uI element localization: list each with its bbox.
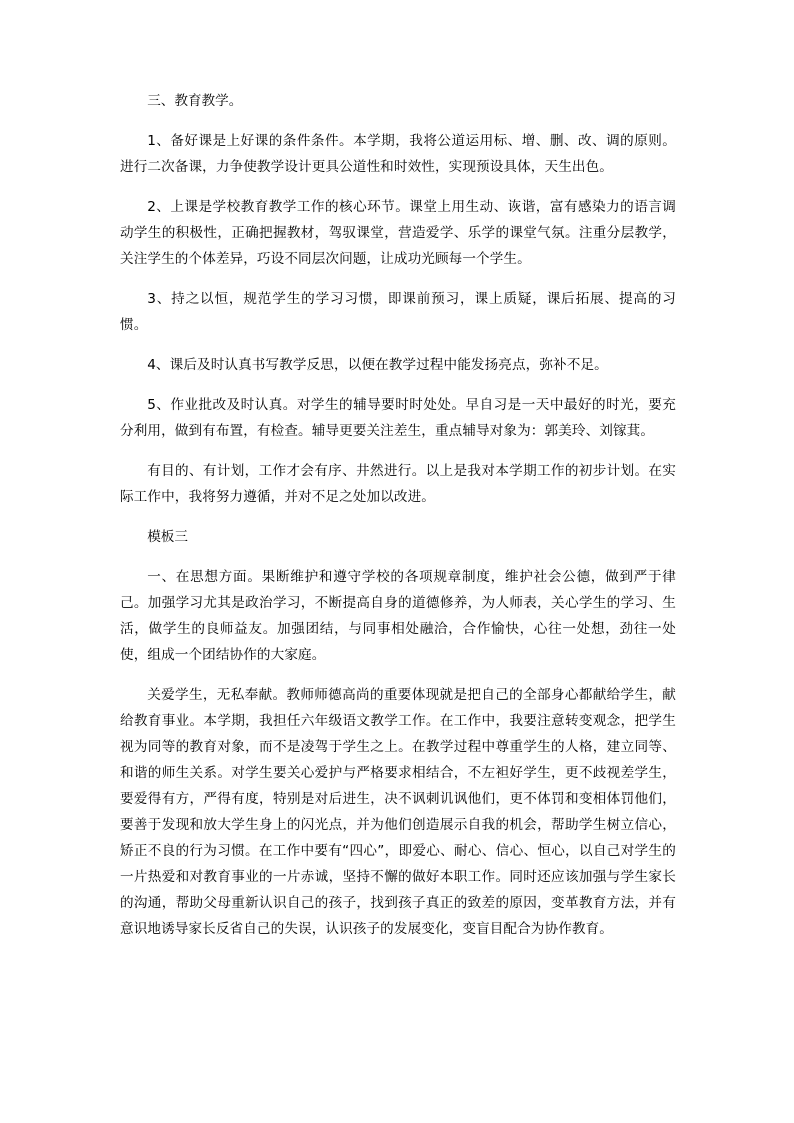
paragraph-class-teaching: 2、上课是学校教育教学工作的核心环节。课堂上用生动、诙谐，富有感染力的语言调动学生的积极性，正确把握教材，驾驭课堂，营造爱学、乐学的课堂气氛。注重分层教学，关注学生的个体差异，巧设不同层次问题，让成功光顾每一个学生。	[120, 199, 676, 267]
paragraph-care-students: 关爱学生，无私奉献。教师师德高尚的重要体现就是把自己的全部身心都献给学生，献给教育事业。本学期，我担任六年级语文教学工作。在工作中，我要注意转变观念，把学生视为同等的教育对象，而不是凌驾于学生之上。在教学过程中尊重学生的人格，建立同等、和谐的师生关系。对学生要关心爱护与严格要求相结合，不左袒好学生，更不歧视差学生，要爱得有方，严得有度，特别是对后进生，决不讽刺讥讽他们，更不体罚和变相体罚他们，要善于发现和放大学生身上的闪光点，并为他们创造展示自我的机会，帮助学生树立信心，矫正不良的行为习惯。在工作中要有“四心”，即爱心、耐心、信心、恒心，以自己对学生的一片热爱和对教育事业的一片赤诚，坚持不懈的做好本职工作。同时还应该加强与学生家长的沟通，帮助父母重新认识自己的孩子，找到孩子真正的致差的原因，变革教育方法，并有意识地诱导家长反省自己的失误，认识孩子的发展变化，变盲目配合为协作教育。	[120, 687, 676, 937]
paragraph-reflection: 4、课后及时认真书写教学反思，以便在教学过程中能发扬亮点，弥补不足。	[147, 357, 608, 373]
section-heading: 三、教育教学。	[147, 93, 243, 109]
paragraph-prep-lessons: 1、备好课是上好课的条件条件。本学期，我将公道运用标、增、删、改、调的原则。进行二次备课，力争使教学设计更具公道性和时效性，实现预设具体，天生出色。	[120, 133, 676, 175]
document-page	[120, 88, 676, 956]
template-heading: 模板三	[147, 529, 188, 545]
paragraph-homework: 5、作业批改及时认真。对学生的辅导要时时处处。早自习是一天中最好的时光，要充分利用，做到有布置，有检查。辅导更要关注差生，重点辅导对象为：郭美玲、刘镓萁。	[120, 397, 676, 439]
paragraph-study-habits: 3、持之以恒，规范学生的学习习惯，即课前预习，课上质疑，课后拓展、提高的习惯。	[120, 291, 676, 333]
paragraph-ideology: 一、在思想方面。果断维护和遵守学校的各项规章制度，维护社会公德，做到严于律己。加强学习尤其是政治学习，不断提高自身的道德修养，为人师表，关心学生的学习、生活，做学生的良师益友。加强团结，与同事相处融洽，合作愉快，心往一处想，劲往一处使，组成一个团结协作的大家庭。	[120, 569, 676, 663]
paragraph-conclusion: 有目的、有计划，工作才会有序、井然进行。以上是我对本学期工作的初步计划。在实际工作中，我将努力遵循，并对不足之处加以改进。	[120, 463, 676, 505]
